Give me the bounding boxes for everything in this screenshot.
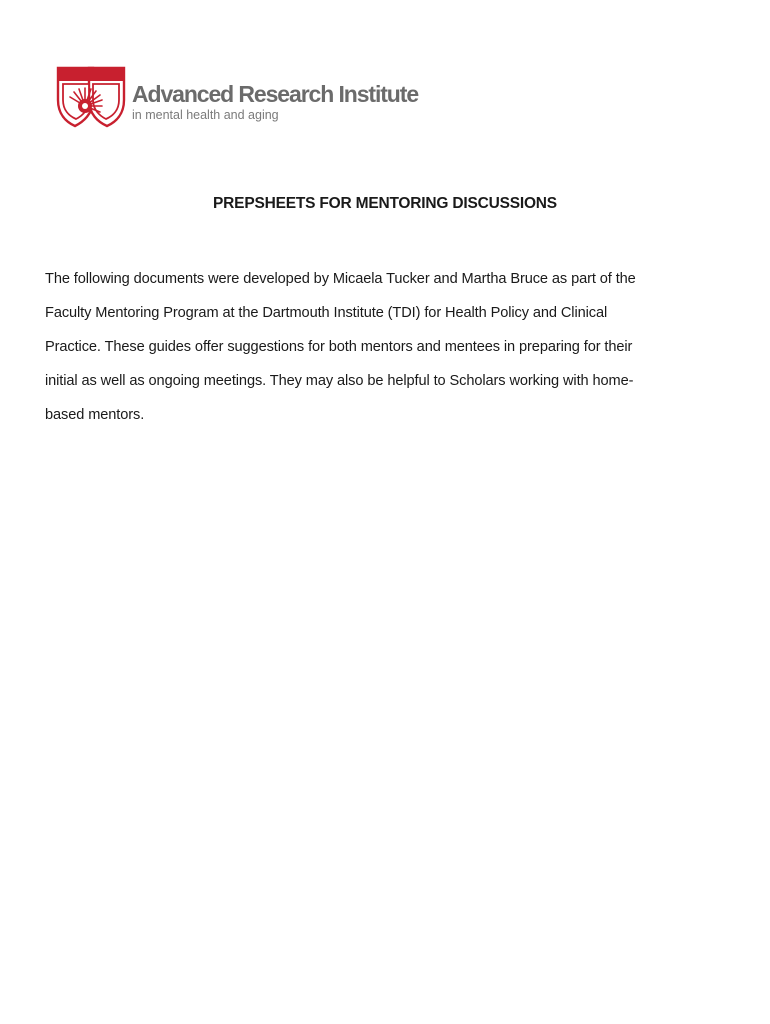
logo-title: Advanced Research Institute: [132, 81, 419, 107]
intro-line: initial as well as ongoing meetings. They may also be helpful to Scholars working with home-: [45, 373, 634, 389]
institute-logo: [55, 66, 419, 130]
intro-line: Faculty Mentoring Program at the Dartmouth Institute (TDI) for Health Policy and Clinical: [45, 305, 608, 321]
logo-tagline: in mental health and aging: [132, 108, 279, 122]
intro-line: based mentors.: [45, 407, 145, 423]
intro-paragraph: [45, 262, 717, 432]
intro-line: The following documents were developed by Micaela Tucker and Martha Bruce as part of the: [45, 271, 636, 287]
document-title: PREPSHEETS FOR MENTORING DISCUSSIONS: [213, 195, 557, 212]
intro-line: Practice. These guides offer suggestions for both mentors and mentees in preparing for their: [45, 339, 633, 355]
shield-sunburst-icon: [55, 66, 127, 128]
